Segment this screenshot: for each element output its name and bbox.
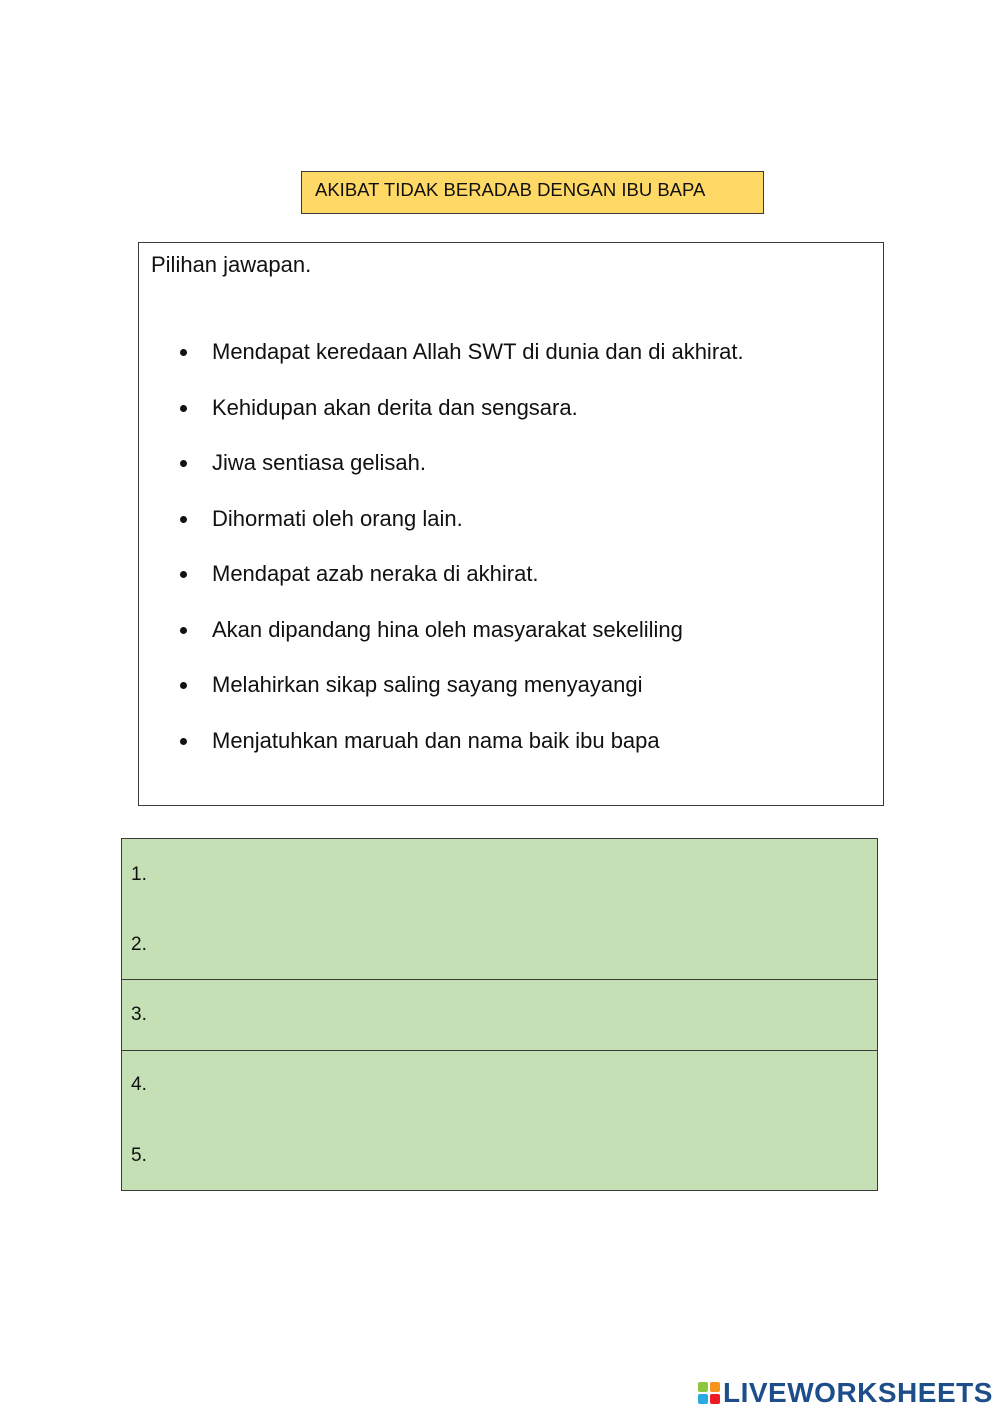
- option-text: Mendapat azab neraka di akhirat.: [212, 561, 539, 586]
- option-text: Jiwa sentiasa gelisah.: [212, 450, 427, 475]
- bullet-icon: [180, 349, 187, 356]
- answer-row: [122, 979, 877, 1050]
- answer-table: [121, 838, 878, 1191]
- bullet-icon: [180, 738, 187, 745]
- worksheet-title: [301, 171, 764, 214]
- answer-options-box: [138, 242, 884, 806]
- answer-row: [122, 1050, 877, 1191]
- bullet-icon: [180, 516, 187, 523]
- option-text: Menjatuhkan maruah dan nama baik ibu bapa: [212, 728, 660, 753]
- bullet-icon: [180, 405, 187, 412]
- worksheet-title-text: AKIBAT TIDAK BERADAB DENGAN IBU BAPA: [315, 179, 706, 200]
- watermark-text: LIVEWORKSHEETS: [723, 1377, 993, 1408]
- bullet-icon: [180, 627, 187, 634]
- liveworksheets-logo-icon: [698, 1382, 720, 1404]
- option-text: Dihormati oleh orang lain.: [212, 506, 463, 531]
- option-text: Akan dipandang hina oleh masyarakat sekeliling: [212, 617, 683, 642]
- option-text: Kehidupan akan derita dan sengsara.: [212, 395, 578, 420]
- bullet-icon: [180, 682, 187, 689]
- liveworksheets-watermark: [698, 1377, 993, 1409]
- answer-number: 5.: [131, 1145, 147, 1166]
- bullet-icon: [180, 460, 187, 467]
- answer-number: 1.: [131, 864, 147, 885]
- answer-row: [122, 839, 877, 979]
- option-text: Mendapat keredaan Allah SWT di dunia dan di akhirat.: [212, 339, 744, 364]
- option-text: Melahirkan sikap saling sayang menyayangi: [212, 672, 643, 697]
- options-heading: Pilihan jawapan.: [151, 252, 312, 277]
- answer-number: 2.: [131, 934, 147, 955]
- answer-number: 4.: [131, 1074, 147, 1095]
- answer-number: 3.: [131, 1004, 147, 1025]
- bullet-icon: [180, 571, 187, 578]
